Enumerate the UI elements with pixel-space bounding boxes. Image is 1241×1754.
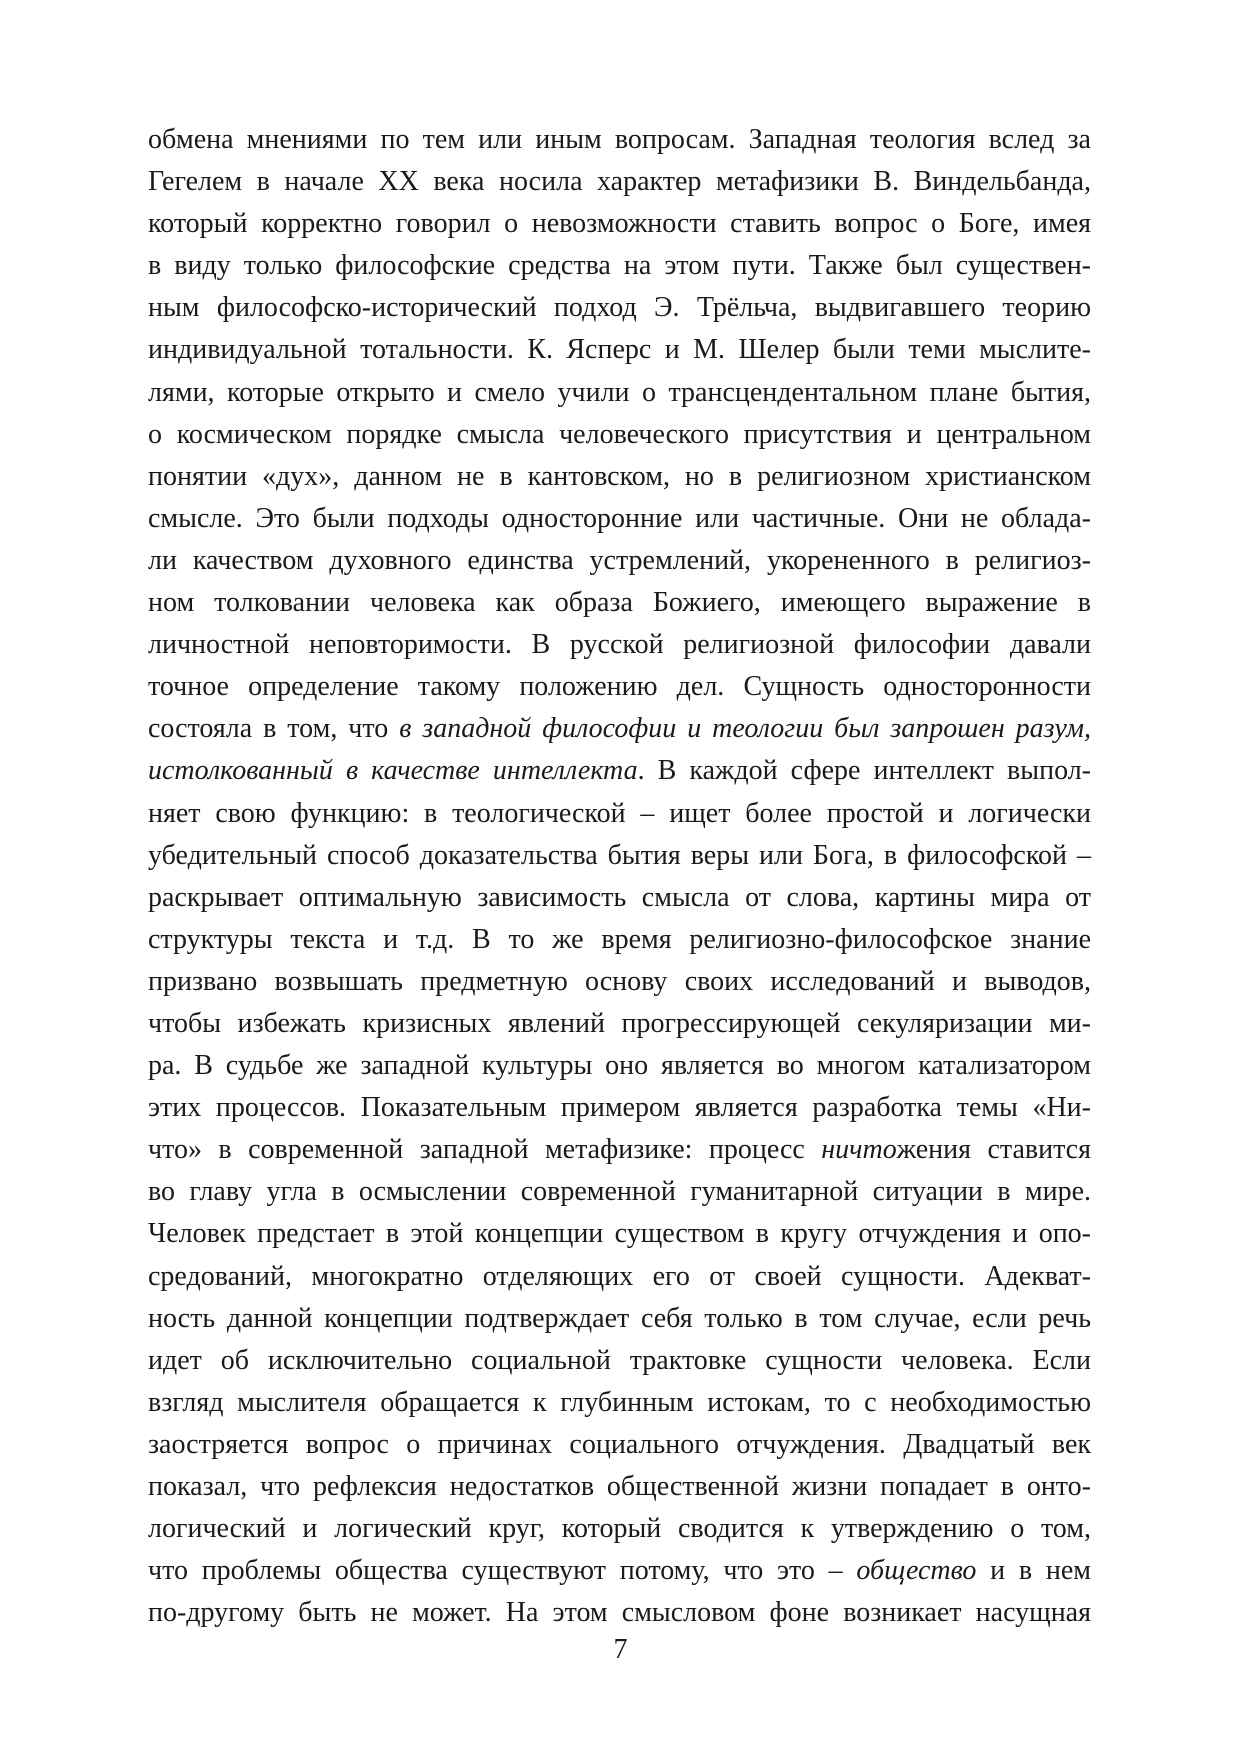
text-segment: в виду только философские средства на этом пути. Также был существен-	[148, 250, 1091, 282]
text-segment: индивидуальной тотальности. К. Ясперс и М. Шелер были теми мыслите-	[148, 334, 1091, 366]
text-segment: что проблемы общества существуют потому, что это –	[148, 1555, 857, 1587]
text-line	[148, 666, 1091, 708]
text-segment: ном толковании человека как образа Божиего, имеющего выражение в	[148, 587, 1091, 619]
text-segment: смысле. Это были подходы односторонние или частичные. Они не облада-	[148, 502, 1091, 534]
text-line	[148, 540, 1091, 582]
text-line	[148, 1466, 1091, 1508]
text-line	[148, 1298, 1091, 1340]
text-line	[148, 624, 1091, 666]
text-segment: . В каждой сфере интеллект выпол-	[637, 755, 1091, 787]
text-line	[148, 835, 1091, 877]
text-line	[148, 1424, 1091, 1466]
text-segment: взгляд мыслителя обращается к глубинным истокам, то с необходимостью	[148, 1386, 1091, 1418]
text-line	[148, 372, 1091, 414]
text-segment: по-другому быть не может. На этом смысловом фоне возникает насущная	[148, 1597, 1091, 1629]
text-line	[148, 498, 1091, 540]
text-segment: точное определение такому положению дел. Сущность односторонности	[148, 671, 1091, 703]
text-segment: чтобы избежать кризисных явлений прогрессирующей секуляризации ми-	[148, 1007, 1091, 1039]
text-segment: структуры текста и т.д. В то же время религиозно-философское знание	[148, 923, 1091, 955]
text-line	[148, 708, 1091, 750]
text-line	[148, 1003, 1091, 1045]
text-line	[148, 1256, 1091, 1298]
text-segment: Человек предстает в этой концепции существом в кругу отчуждения и опо-	[148, 1218, 1091, 1250]
text-segment: этих процессов. Показательным примером является разработка темы «Ни-	[148, 1092, 1091, 1124]
text-segment: показал, что рефлексия недостатков общественной жизни попадает в онто-	[148, 1471, 1091, 1502]
text-segment: о космическом порядке смысла человеческого присутствия и центральном	[148, 418, 1091, 450]
text-segment: ность данной концепции подтверждает себя только в том случае, если речь	[148, 1302, 1091, 1334]
text-segment: ра. В судьбе же западной культуры оно является во многом катализатором	[148, 1050, 1091, 1082]
text-line	[148, 1213, 1091, 1255]
text-line	[148, 961, 1091, 1003]
body-text	[148, 119, 1091, 1634]
text-segment: который корректно говорил о невозможности ставить вопрос о Боге, имея	[148, 208, 1091, 240]
text-segment: понятии «дух», данном не в кантовском, но в религиозном христианском	[148, 460, 1091, 492]
italic-text-segment: в западной философии и теологии был запрошен разум,	[399, 713, 1092, 745]
text-line	[148, 203, 1091, 245]
text-line	[148, 329, 1091, 371]
text-segment: логический и логический круг, который сводится к утверждению о том,	[148, 1513, 1091, 1545]
text-line	[148, 287, 1091, 329]
text-line	[148, 161, 1091, 203]
text-line	[148, 877, 1091, 919]
text-segment: ным философско-исторический подход Э. Трёльча, выдвигавшего теорию	[148, 292, 1091, 324]
text-segment: убедительный способ доказательства бытия веры или Бога, в философской –	[148, 839, 1091, 871]
text-line	[148, 1508, 1091, 1550]
text-line	[148, 1045, 1091, 1087]
text-segment: раскрывает оптимальную зависимость смысла от слова, картины мира от	[148, 881, 1091, 913]
text-line	[148, 1382, 1091, 1424]
text-segment: жения ставится	[896, 1134, 1091, 1166]
text-line	[148, 919, 1091, 961]
text-line	[148, 119, 1091, 161]
text-segment: няет свою функцию: в теологической – ищет более простой и логически	[148, 797, 1091, 829]
page-number: 7	[613, 1634, 628, 1665]
text-segment: ли качеством духовного единства устремлений, укорененного в религиоз-	[148, 544, 1091, 576]
text-segment: состояла в том, что	[148, 713, 400, 745]
text-line	[148, 456, 1091, 498]
text-segment: идет об исключительно социальной трактовке сущности человека. Если	[148, 1344, 1091, 1376]
italic-text-segment: ничто	[821, 1134, 897, 1166]
text-line	[148, 245, 1091, 287]
text-line	[148, 1129, 1091, 1171]
text-segment: заостряется вопрос о причинах социального отчуждения. Двадцатый век	[148, 1428, 1091, 1460]
text-segment: что» в современной западной метафизике: процесс	[148, 1134, 822, 1166]
text-line	[148, 793, 1091, 835]
text-segment: и в нем	[976, 1555, 1091, 1587]
text-segment: во главу угла в осмыслении современной гуманитарной ситуации в мире.	[148, 1176, 1091, 1208]
text-line	[148, 1340, 1091, 1382]
text-line	[148, 1087, 1091, 1129]
text-segment: призвано возвышать предметную основу своих исследований и выводов,	[148, 965, 1091, 997]
text-line	[148, 582, 1091, 624]
text-segment: лями, которые открыто и смело учили о трансцендентальном плане бытия,	[148, 376, 1091, 408]
text-segment: Гегелем в начале XX века носила характер метафизики В. Виндельбанда,	[148, 166, 1091, 198]
italic-text-segment: истолкованный в качестве интеллекта	[148, 755, 638, 787]
text-line	[148, 414, 1091, 456]
text-line	[148, 1592, 1091, 1634]
text-segment: обмена мнениями по тем или иным вопросам. Западная теология вслед за	[148, 124, 1091, 155]
text-segment: средований, многократно отделяющих его от своей сущности. Адекват-	[148, 1260, 1091, 1292]
text-line	[148, 1171, 1091, 1213]
text-line	[148, 1550, 1091, 1592]
italic-text-segment: общество	[856, 1555, 977, 1587]
text-line	[148, 750, 1091, 792]
text-segment: личностной неповторимости. В русской религиозной философии давали	[148, 629, 1091, 661]
